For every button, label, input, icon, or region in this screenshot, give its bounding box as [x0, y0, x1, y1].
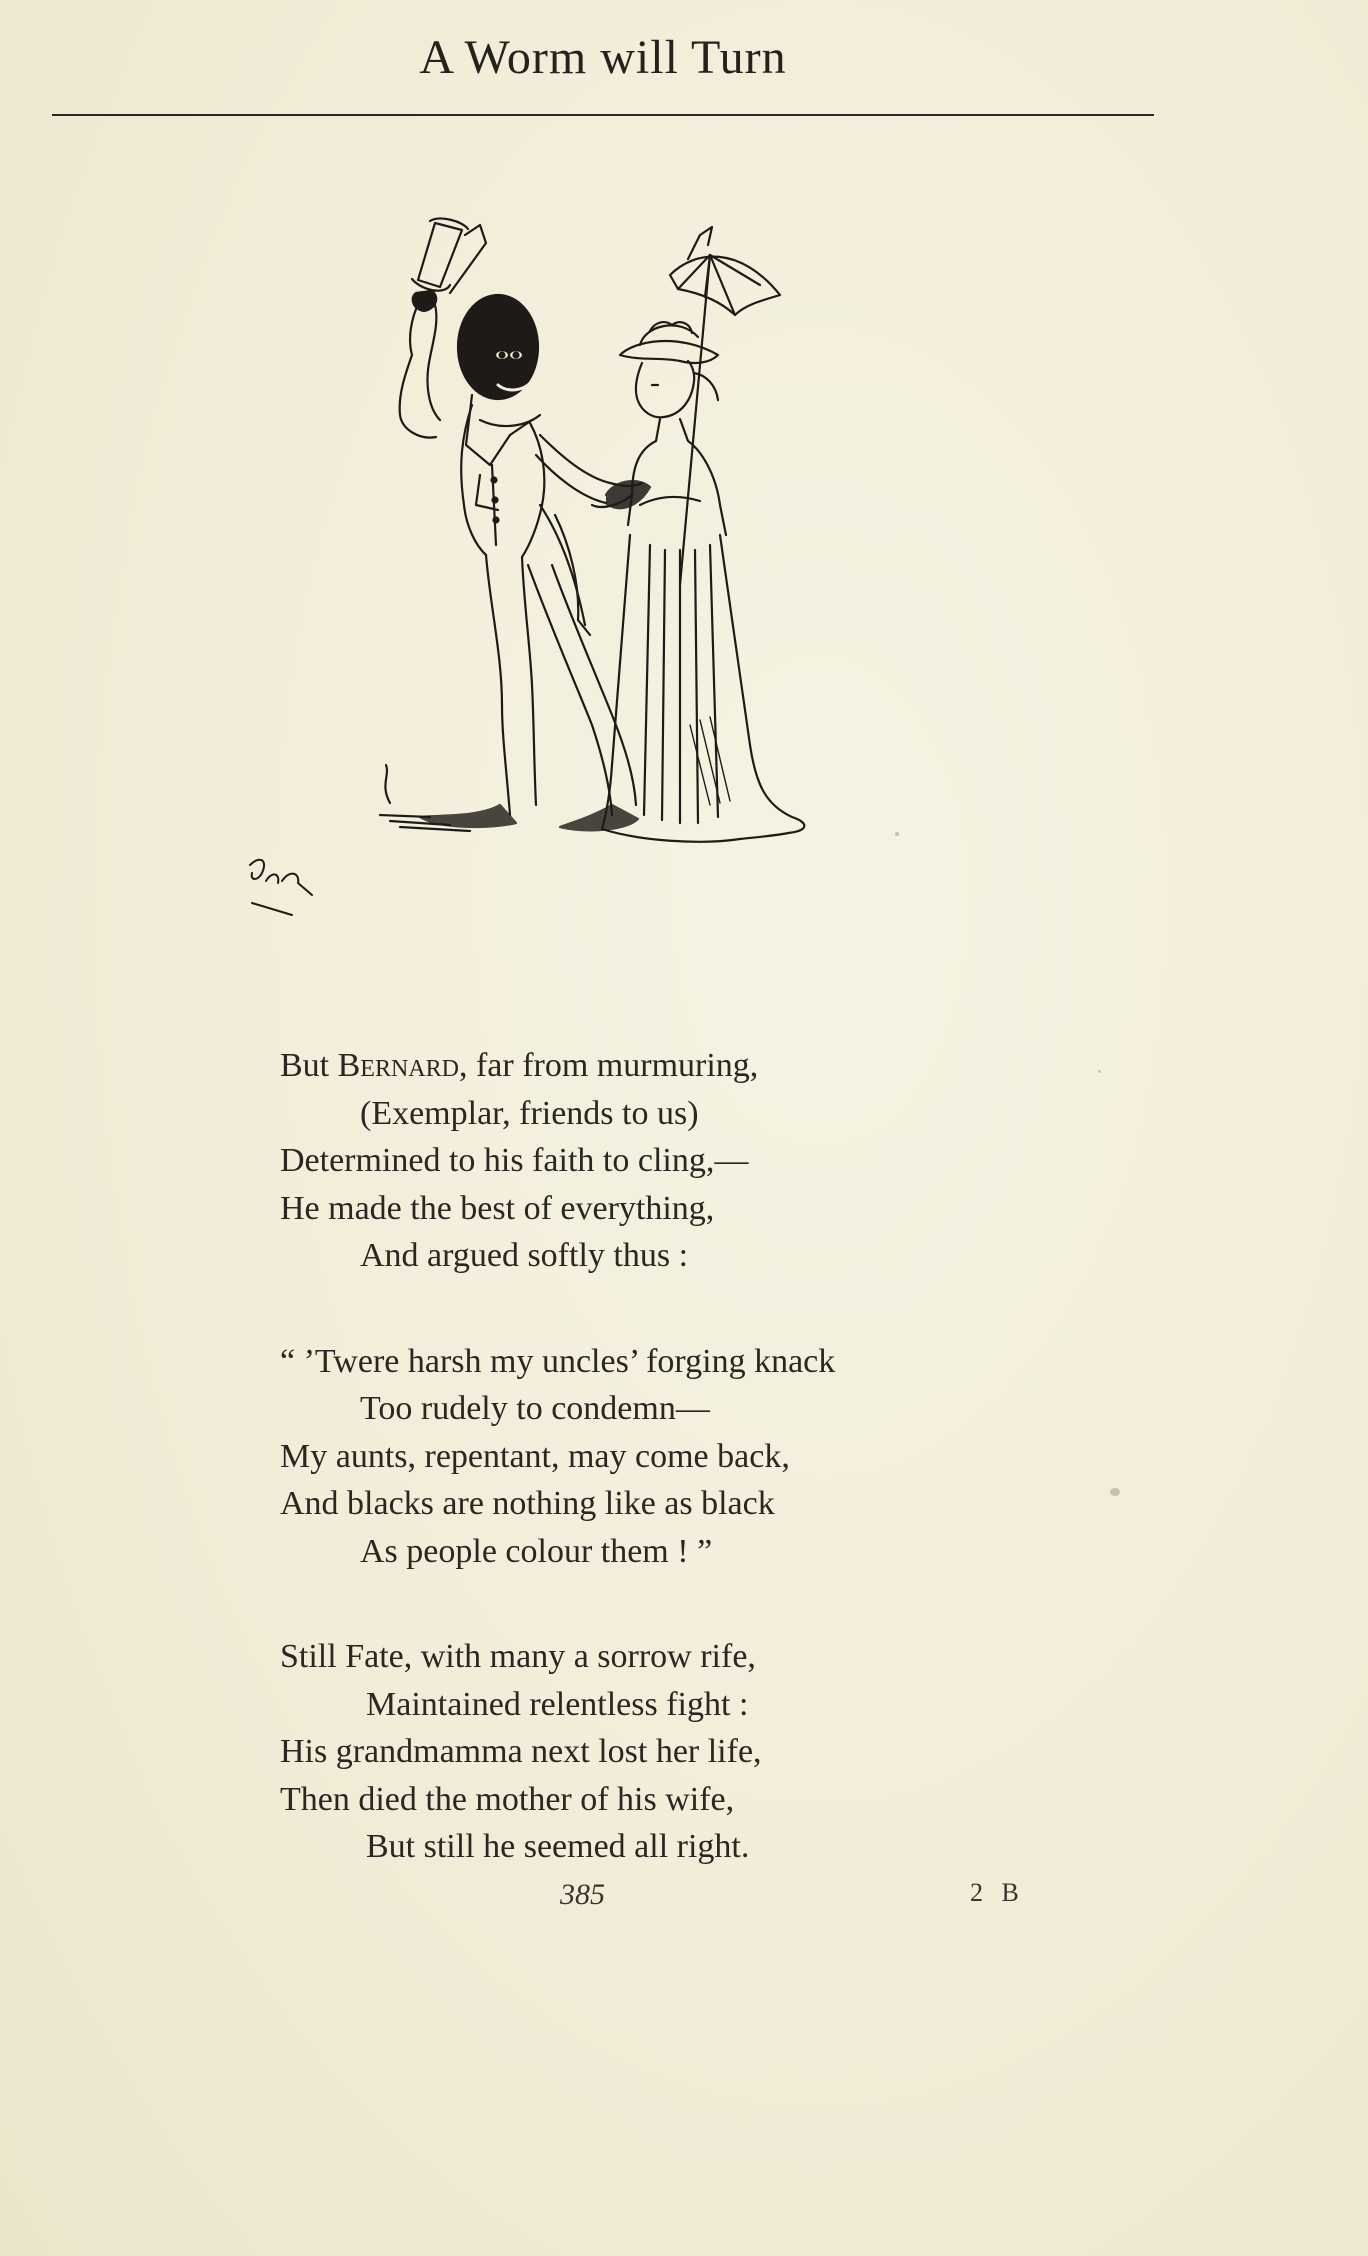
page-number: 385	[560, 1878, 605, 1911]
stanza-3	[280, 1633, 1040, 1871]
poem-line: “ ’Twere harsh my uncles’ forging knack	[280, 1342, 836, 1380]
poem-line: (Exemplar, friends to us)	[360, 1094, 699, 1132]
poem-line: And blacks are nothing like as black	[280, 1485, 775, 1522]
poem-line	[280, 1042, 1040, 1090]
poem-line: Too rudely to condemn—	[360, 1390, 710, 1427]
paper-speck	[895, 832, 899, 836]
poem-line: As people colour them ! ”	[360, 1532, 713, 1570]
poem-line: My aunts, repentant, may come back,	[280, 1437, 790, 1475]
illustration	[240, 205, 840, 930]
top-hat-drawing	[412, 219, 486, 293]
poem-line: Still Fate, with many a sorrow rife,	[280, 1638, 756, 1675]
poem	[280, 1042, 1040, 1929]
poem-line: He made the best of everything,	[280, 1189, 715, 1227]
poem-line: His grandmamma next lost her life,	[280, 1733, 762, 1770]
signature-mark: 2 B	[970, 1878, 1025, 1907]
stanza-1	[280, 1042, 1040, 1280]
man-head-drawing	[458, 295, 538, 399]
line-prefix: But	[280, 1047, 338, 1084]
poem-line: Determined to his faith to cling,—	[280, 1142, 749, 1179]
poem-line: And argued softly thus :	[360, 1237, 689, 1274]
header-rule	[52, 114, 1154, 116]
line-suffix: , far from murmuring,	[458, 1047, 759, 1084]
running-head: A Worm will Turn	[419, 31, 787, 84]
poem-line: Then died the mother of his wife,	[280, 1780, 735, 1818]
poem-line: But still he seemed all right.	[366, 1828, 750, 1865]
name-bernard: Bernard	[337, 1047, 459, 1084]
paper-speck	[1098, 1070, 1101, 1073]
stanza-2	[280, 1338, 1040, 1576]
artist-monogram-drawing	[250, 860, 312, 915]
man-legs-drawing	[380, 555, 638, 831]
poem-line: Maintained relentless fight :	[366, 1685, 749, 1723]
paper-speck	[1110, 1488, 1120, 1496]
